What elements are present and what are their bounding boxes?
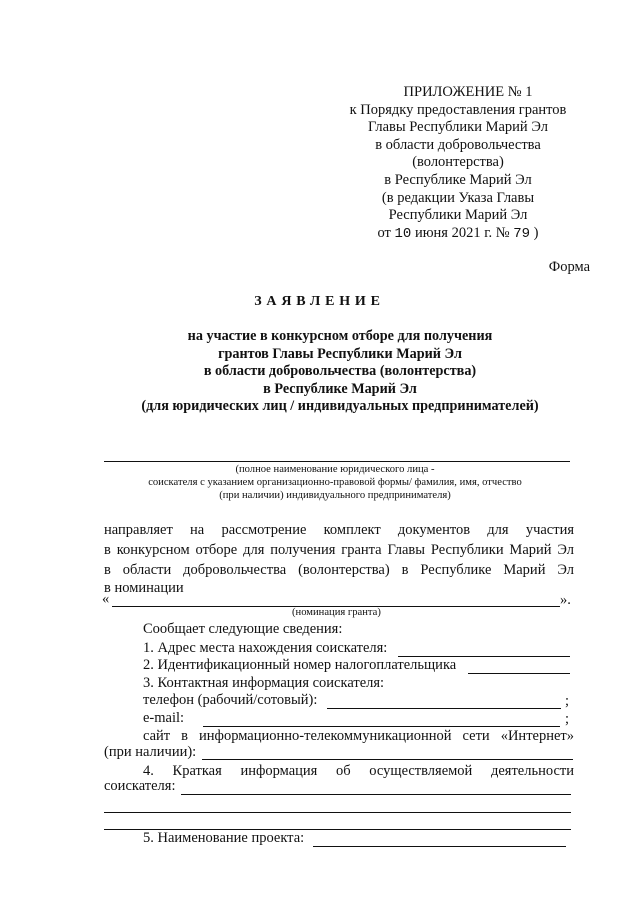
subtitle-line-0: на участие в конкурсном отборе для получения <box>187 328 493 344</box>
activity-line-1[interactable] <box>181 794 571 795</box>
subtitle-line-2: в области добровольчества (волонтерства) <box>203 363 477 380</box>
project-label: 5. Наименование проекта: <box>143 830 305 846</box>
appendix-line-7: Республики Марий Эл <box>388 207 528 224</box>
document-subtitle <box>90 328 590 416</box>
appendix-line-0: ПРИЛОЖЕНИЕ № 1 <box>403 84 533 100</box>
phone-line[interactable] <box>327 708 561 709</box>
document-title: ЗАЯВЛЕНИЕ <box>254 294 385 309</box>
nomination-caption: (номинация гранта) <box>292 607 381 618</box>
appendix-header <box>326 84 590 243</box>
applicant-caption-line-2: (при наличии) индивидуального предпринимателя) <box>219 490 451 502</box>
decree-suffix: ) <box>533 224 539 241</box>
email-semicolon: ; <box>565 711 570 727</box>
applicant-name-line[interactable] <box>104 461 570 462</box>
subtitle-line-3: в Республике Марий Эл <box>263 380 417 397</box>
intro-line-0: направляет на рассмотрение комплект документов для участия <box>104 522 574 538</box>
decree-prefix: от <box>377 224 391 241</box>
site-label-line-2: (при наличии): <box>104 744 197 760</box>
email-label: e-mail: <box>143 710 185 726</box>
site-line[interactable] <box>202 759 573 760</box>
inn-line[interactable] <box>468 673 570 674</box>
fields-intro: Сообщает следующие сведения: <box>143 621 343 637</box>
appendix-line-5: в Республике Марий Эл <box>384 171 532 188</box>
appendix-line-6: (в редакции Указа Главы <box>381 189 535 206</box>
activity-line-2[interactable] <box>104 812 571 813</box>
decree-day: 10 <box>394 225 412 242</box>
intro-line-1: в конкурсном отборе для получения гранта Главы Республики Марий Эл <box>104 542 574 558</box>
subtitle-line-1: грантов Главы Республики Марий Эл <box>218 345 462 362</box>
project-line[interactable] <box>313 846 566 847</box>
intro-line-2: в области добровольчества (волонтерства) в Республике Марий Эл <box>104 562 574 578</box>
nomination-open-quote: « <box>102 591 110 607</box>
form-label: Форма <box>548 259 590 275</box>
inn-label: 2. Идентификационный номер налогоплательщика <box>143 657 457 673</box>
appendix-line-1: к Порядку предоставления грантов <box>349 101 567 118</box>
appendix-line-3: в области добровольчества <box>375 136 541 153</box>
site-label-line-1: сайт в информационно-телекоммуникационной сети «Интернет» <box>143 728 574 744</box>
applicant-caption-line-0: (полное наименование юридического лица - <box>235 464 435 475</box>
decree-month-year: июня 2021 г. № <box>414 224 510 241</box>
intro-line-3: в номинации <box>104 580 184 596</box>
activity-label-line-1: 4. Краткая информация об осуществляемой деятельности <box>143 763 574 779</box>
phone-semicolon: ; <box>565 693 570 709</box>
decree-date-line <box>326 225 590 244</box>
nomination-close-quote: ». <box>560 592 571 608</box>
activity-label-line-2: соискателя: <box>104 778 176 794</box>
appendix-line-4: (волонтерства) <box>412 154 504 171</box>
decree-number: 79 <box>513 225 531 242</box>
address-label: 1. Адрес места нахождения соискателя: <box>143 640 388 656</box>
appendix-line-2: Главы Республики Марий Эл <box>368 119 548 136</box>
applicant-name-caption <box>100 463 570 503</box>
contacts-label: 3. Контактная информация соискателя: <box>143 675 385 691</box>
email-line[interactable] <box>203 726 560 727</box>
phone-label: телефон (рабочий/сотовый): <box>143 692 318 708</box>
applicant-caption-line-1: соискателя с указанием организационно-правовой формы/ фамилия, имя, отчество <box>148 477 522 489</box>
subtitle-line-4: (для юридических лиц / индивидуальных предпринимателей) <box>141 398 539 415</box>
